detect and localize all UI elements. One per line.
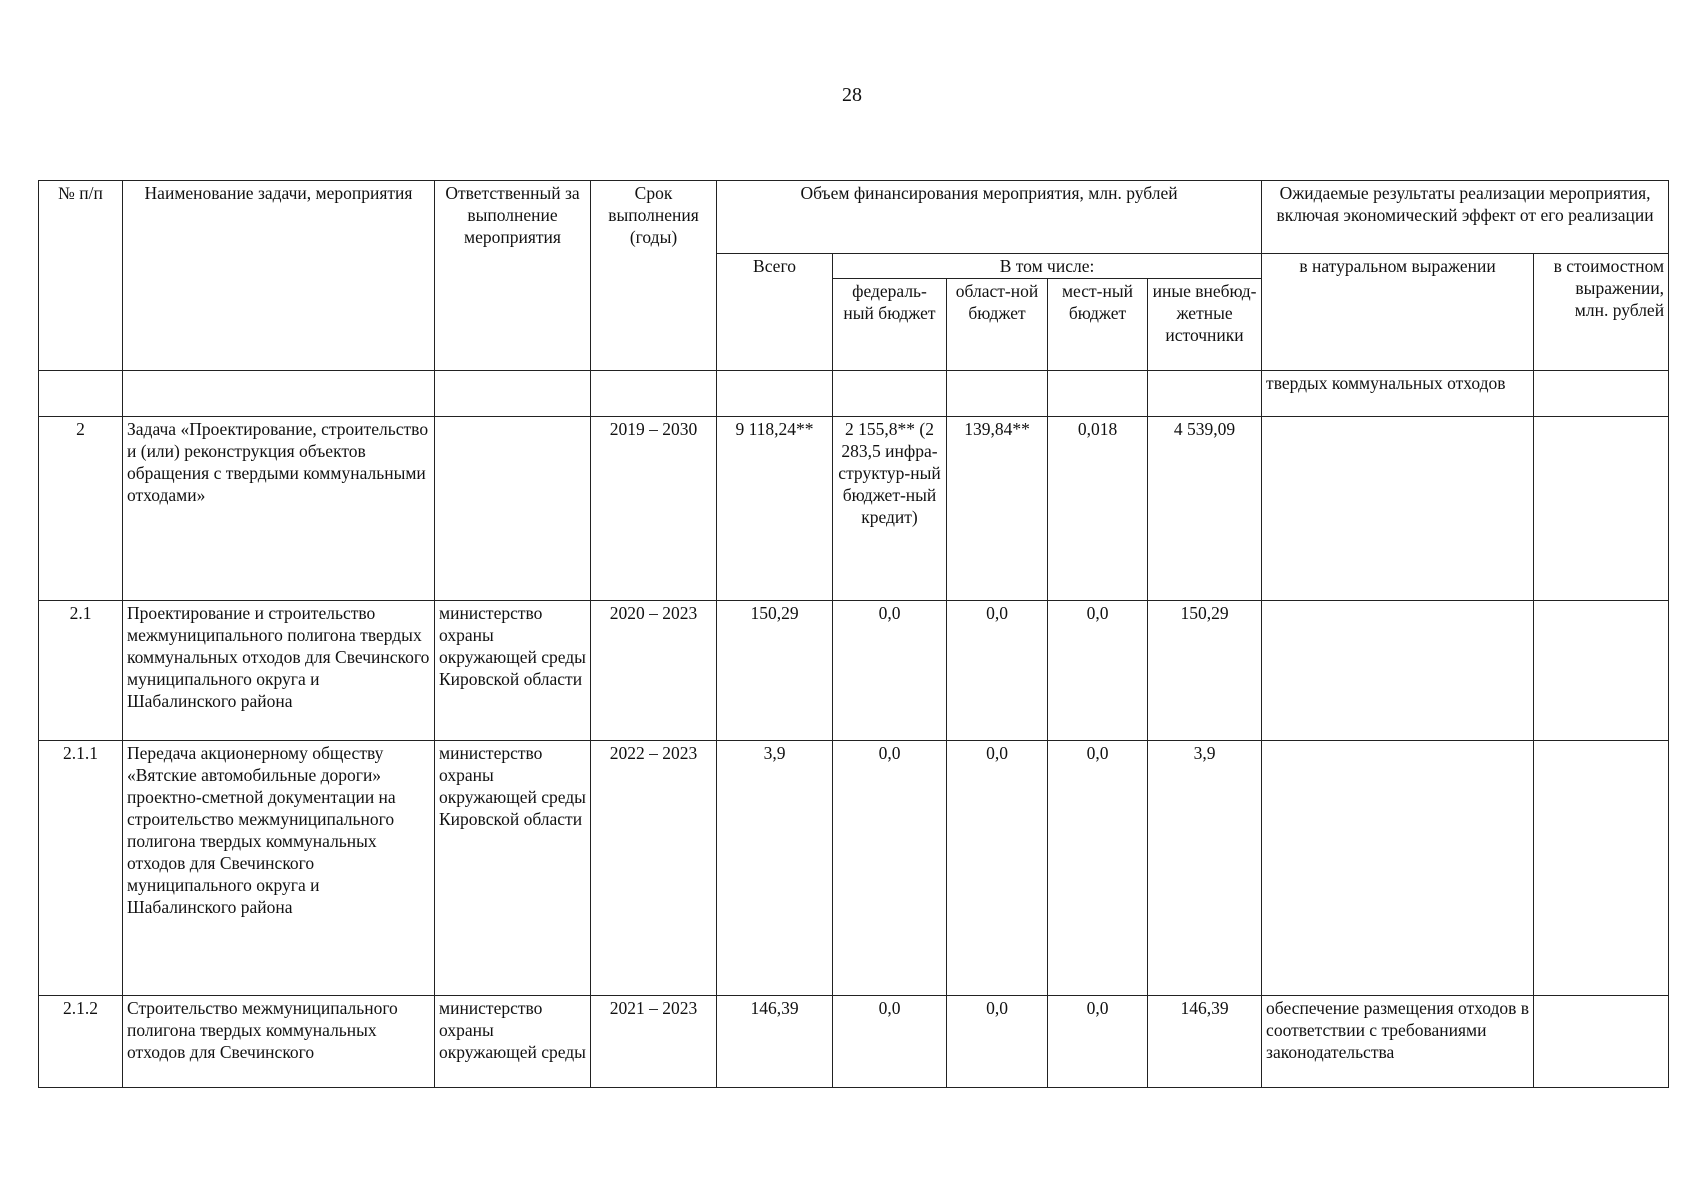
- cell-num: 2.1: [39, 601, 123, 741]
- cell-total: 150,29: [717, 601, 833, 741]
- cell-responsible: министерство охраны окружающей среды: [435, 996, 591, 1088]
- header-federal: федераль-ный бюджет: [833, 279, 947, 371]
- table-row: [39, 601, 1669, 741]
- table-row: [39, 417, 1669, 601]
- page-number: 28: [842, 84, 862, 106]
- cell-regional: 0,0: [947, 996, 1048, 1088]
- cell-cost: [1534, 741, 1669, 996]
- cell-responsible: [435, 417, 591, 601]
- header-regional: област-ной бюджет: [947, 279, 1048, 371]
- cell-total: 146,39: [717, 996, 833, 1088]
- header-term: Срок выполнения (годы): [591, 181, 717, 371]
- cell-federal: 0,0: [833, 741, 947, 996]
- header-name: Наименование задачи, мероприятия: [123, 181, 435, 371]
- header-funding: Объем финансирования мероприятия, млн. рублей: [717, 181, 1262, 254]
- table-row: [39, 741, 1669, 996]
- header-total: Всего: [717, 254, 833, 371]
- header-natural: в натуральном выражении: [1262, 254, 1534, 371]
- cell-total: 9 118,24**: [717, 417, 833, 601]
- cell-federal: 2 155,8** (2 283,5 инфра-структур-ный бюджет-ный кредит): [833, 417, 947, 601]
- cell-cost: [1534, 417, 1669, 601]
- cell-local: 0,0: [1048, 741, 1148, 996]
- cell-natural: твердых коммунальных отходов: [1262, 371, 1534, 417]
- cell-regional: 139,84**: [947, 417, 1048, 601]
- cell-num: 2: [39, 417, 123, 601]
- table-row: [39, 996, 1669, 1088]
- cell-local: 0,018: [1048, 417, 1148, 601]
- cell-num: 2.1.2: [39, 996, 123, 1088]
- cell-responsible: министерство охраны окружающей среды Кировской области: [435, 741, 591, 996]
- cell-local: 0,0: [1048, 601, 1148, 741]
- cell-cost: [1534, 996, 1669, 1088]
- cell-total: 3,9: [717, 741, 833, 996]
- cell-federal: 0,0: [833, 601, 947, 741]
- cell-natural: [1262, 741, 1534, 996]
- cell-term: 2020 – 2023: [591, 601, 717, 741]
- cell-other: 146,39: [1148, 996, 1262, 1088]
- cell-name: Задача «Проектирование, строительство и (или) реконструкция объектов обращения с твердыми коммунальными отходами»: [123, 417, 435, 601]
- header-cost: в стоимостном выражении, млн. рублей: [1534, 254, 1669, 371]
- table-row-continuation: [39, 371, 1669, 417]
- header-other: иные внебюд-жетные источники: [1148, 279, 1262, 371]
- header-local: мест-ный бюджет: [1048, 279, 1148, 371]
- cell-local: 0,0: [1048, 996, 1148, 1088]
- cell-term: 2022 – 2023: [591, 741, 717, 996]
- cell-cost: [1534, 601, 1669, 741]
- cell-responsible: министерство охраны окружающей среды Кировской области: [435, 601, 591, 741]
- cell-name: Проектирование и строительство межмуниципального полигона твердых коммунальных отходов для Свечинского муниципального округа и Шабалинского района: [123, 601, 435, 741]
- cell-other: 4 539,09: [1148, 417, 1262, 601]
- header-results: Ожидаемые результаты реализации мероприятия, включая экономический эффект от его реализации: [1262, 181, 1669, 254]
- cell-num: 2.1.1: [39, 741, 123, 996]
- header-responsible: Ответственный за выполнение мероприятия: [435, 181, 591, 371]
- financing-table: [38, 180, 1669, 1088]
- cell-other: 150,29: [1148, 601, 1262, 741]
- cell-name: Передача акционерному обществу «Вятские автомобильные дороги» проектно-сметной документации на строительство межмуниципального полигона твердых коммунальных отходов для Свечинского муниципального округа и Шабалинского района: [123, 741, 435, 996]
- header-including: В том числе:: [833, 254, 1262, 279]
- cell-other: 3,9: [1148, 741, 1262, 996]
- cell-natural: [1262, 417, 1534, 601]
- cell-term: 2021 – 2023: [591, 996, 717, 1088]
- cell-natural: обеспечение размещения отходов в соответствии с требованиями законодательства: [1262, 996, 1534, 1088]
- cell-regional: 0,0: [947, 741, 1048, 996]
- cell-term: 2019 – 2030: [591, 417, 717, 601]
- cell-regional: 0,0: [947, 601, 1048, 741]
- cell-name: Строительство межмуниципального полигона твердых коммунальных отходов для Свечинского: [123, 996, 435, 1088]
- cell-natural: [1262, 601, 1534, 741]
- cell-federal: 0,0: [833, 996, 947, 1088]
- header-num: № п/п: [39, 181, 123, 371]
